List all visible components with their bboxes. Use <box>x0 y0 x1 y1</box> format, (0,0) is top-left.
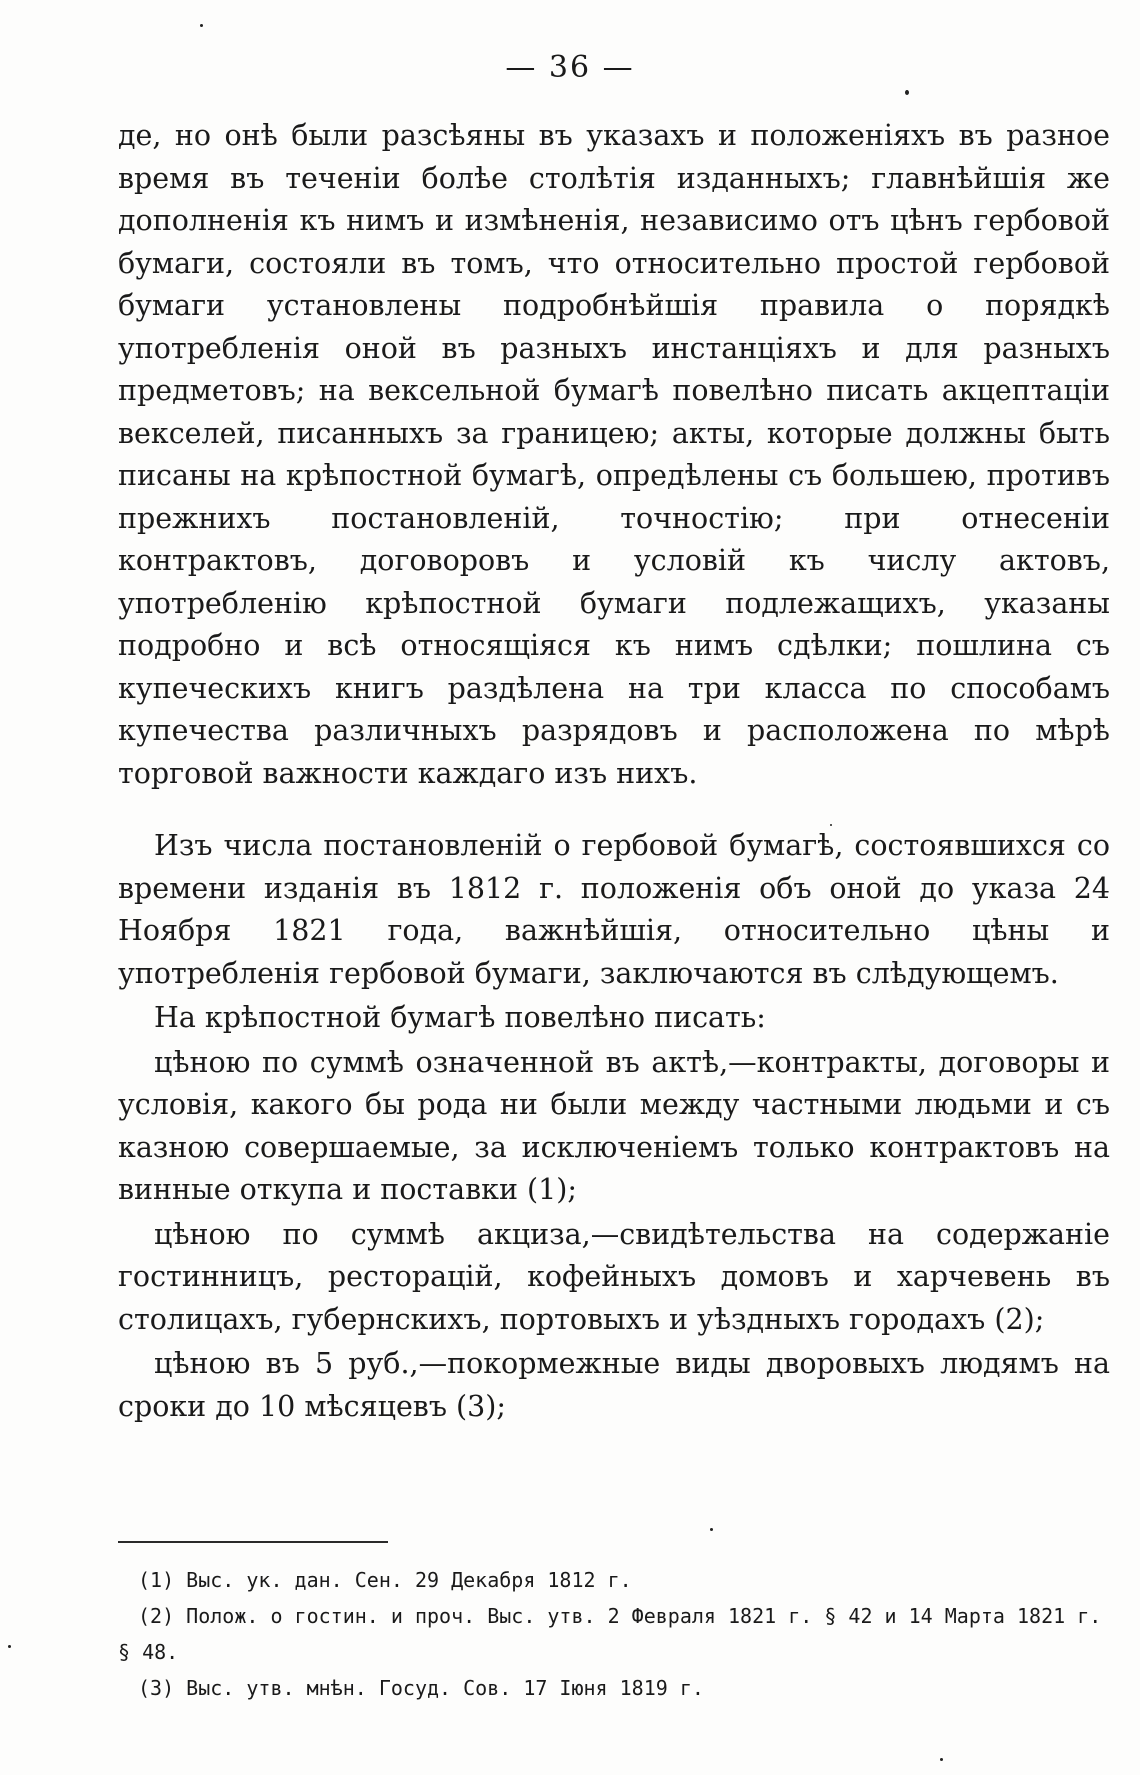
main-text <box>118 115 1110 1428</box>
paragraph-intro: Изъ числа постановленій о гербовой бумагѣ, состоявшихся со времени изданія въ 1812 г. положенія объ оной до указа 24 Ноября 1821 года, важнѣйшія, относительно цѣны и употребленія гербовой бумаги, заключаются въ слѣдующемъ. <box>118 829 1110 990</box>
footnote-divider <box>118 1541 388 1543</box>
footnote-2: (2) Полож. о гостин. и проч. Выс. утв. 2 Февраля 1821 г. § 42 и 14 Марта 1821 г. § 48. <box>118 1604 1102 1664</box>
scan-speck <box>200 24 203 27</box>
scan-speck <box>710 1528 713 1531</box>
footnote-3: (3) Выс. утв. мнѣн. Госуд. Сов. 17 Іюня 1819 г. <box>138 1676 704 1700</box>
scan-speck <box>8 1645 11 1648</box>
list-item-contracts: цѣною по суммѣ означенной въ актѣ,—контракты, договоры и условія, какого бы рода ни были между частными людьми и съ казною совершаемые, за исключеніемъ только контрактовъ на винные откупа и поставки (1); <box>118 1045 1110 1206</box>
scan-speck <box>830 824 832 826</box>
footnotes <box>118 1562 1110 1706</box>
page-number: — 36 — <box>505 50 635 85</box>
paragraph-heading: На крѣпостной бумагѣ повелѣно писать: <box>154 1001 766 1034</box>
list-item-passports: цѣною въ 5 руб.,—покормежные виды дворовыхъ людямъ на сроки до 10 мѣсяцевъ (3); <box>118 1347 1110 1423</box>
paragraph-continuation: де, но онѣ были разсѣяны въ указахъ и положеніяхъ въ разное время въ теченіи болѣе столѣтія изданныхъ; главнѣйшія же дополненія къ нимъ и измѣненія, независимо отъ цѣнъ гербовой бумаги, состояли въ томъ, что относительно простой гербовой бумаги установлены подробнѣйшія правила о порядкѣ употребленія оной въ разныхъ инстанціяхъ и для разныхъ предметовъ; на вексельной бумагѣ повелѣно писать акцептаціи векселей, писанныхъ за границею; акты, которые должны быть писаны на крѣпостной бумагѣ, опредѣлены съ большею, противъ прежнихъ постановленій, точностію; при отнесеніи контрактовъ, договоровъ и условій къ числу актовъ, употребленію крѣпостной бумаги подлежащихъ, указаны подробно и всѣ относящіяся къ нимъ сдѣлки; пошлина съ купеческихъ книгъ раздѣлена на три класса по способамъ купечества различныхъ разрядовъ и расположена по мѣрѣ торговой важности каждаго изъ нихъ. <box>118 119 1110 790</box>
footnote-1: (1) Выс. ук. дан. Сен. 29 Декабря 1812 г. <box>138 1568 632 1592</box>
scan-speck <box>905 90 909 95</box>
list-item-certificates: цѣною по суммѣ акциза,—свидѣтельства на содержаніе гостинницъ, ресторацій, кофейныхъ домовъ и харчевень въ столицахъ, губернскихъ, портовыхъ и уѣздныхъ городахъ (2); <box>118 1217 1110 1336</box>
scan-speck <box>940 1758 943 1761</box>
